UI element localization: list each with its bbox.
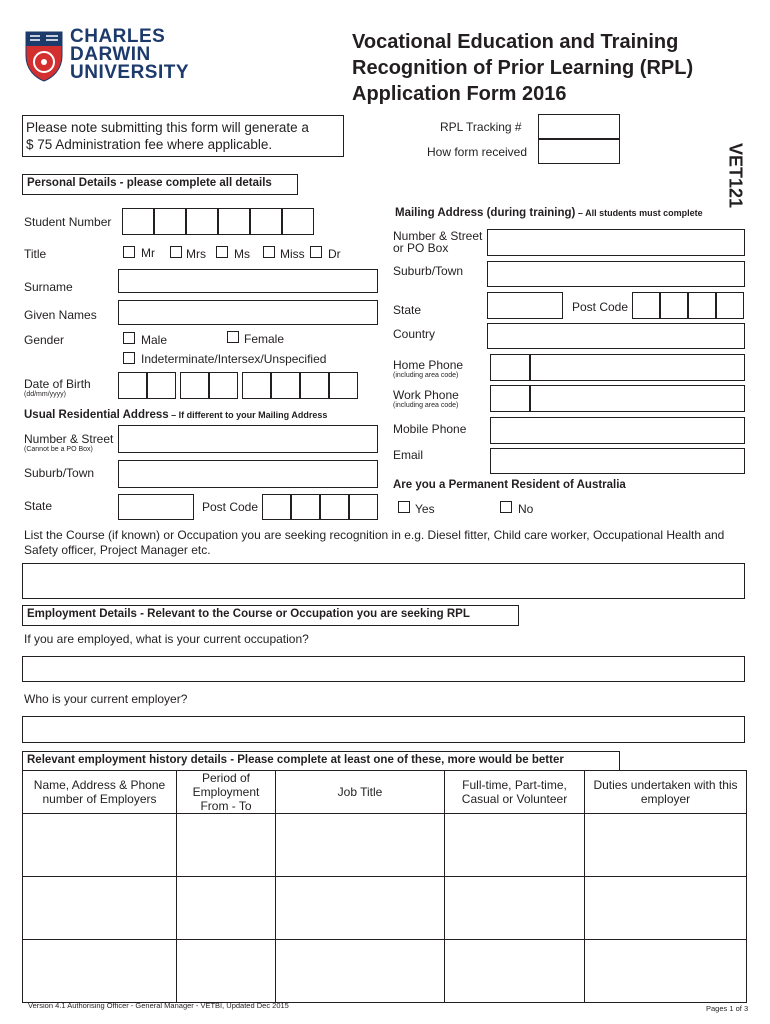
mobile-phone-input[interactable] [490, 417, 745, 444]
email-label: Email [393, 448, 424, 462]
history-cell[interactable] [585, 814, 747, 877]
history-col-type: Full-time, Part-time, Casual or Volunteer [445, 771, 585, 814]
given-names-input[interactable] [118, 300, 378, 325]
course-input[interactable] [22, 563, 745, 599]
dob-hint: (dd/mm/yyyy) [24, 391, 66, 398]
history-heading: Relevant employment history details - Please complete at least one of these, more would be better [22, 751, 620, 771]
form-title-line-2: Recognition of Prior Learning (RPL) [352, 57, 694, 79]
history-cell[interactable] [585, 877, 747, 940]
student-number-label: Student Number [24, 215, 112, 229]
title-miss-label: Miss [280, 247, 305, 261]
history-col-period: Period of Employment From - To [177, 771, 276, 814]
history-cell[interactable] [177, 814, 276, 877]
history-cell[interactable] [23, 940, 177, 1003]
course-prompt [24, 528, 724, 558]
rpl-tracking-input[interactable] [538, 114, 620, 139]
history-cell[interactable] [276, 814, 445, 877]
home-phone-area-input[interactable] [490, 354, 530, 381]
given-names-label: Given Names [24, 308, 97, 322]
title-ms-checkbox[interactable] [216, 246, 228, 258]
residency-yes-checkbox[interactable] [398, 501, 410, 513]
residency-no-label: No [518, 502, 534, 516]
title-mrs-checkbox[interactable] [170, 246, 182, 258]
fee-notice-line-1: Please note submitting this form will generate a [26, 120, 309, 135]
history-cell[interactable] [276, 877, 445, 940]
history-cell[interactable] [445, 940, 585, 1003]
mail-state-input[interactable] [487, 292, 563, 319]
history-cell[interactable] [276, 940, 445, 1003]
res-state-input[interactable] [118, 494, 194, 520]
mail-country-input[interactable] [487, 323, 745, 349]
cdu-shield-icon [24, 30, 64, 82]
residency-no-checkbox[interactable] [500, 501, 512, 513]
employment-heading: Employment Details - Relevant to the Course or Occupation you are seeking RPL [22, 605, 519, 626]
residency-yes-label: Yes [415, 502, 435, 516]
title-mrs-label: Mrs [186, 247, 206, 261]
history-cell[interactable] [445, 877, 585, 940]
history-col-job-title: Job Title [276, 771, 445, 814]
history-cell[interactable] [177, 877, 276, 940]
form-received-label: How form received [427, 145, 528, 159]
form-title [352, 29, 693, 107]
work-phone-area-input[interactable] [490, 385, 530, 412]
dob-label: Date of Birth [24, 377, 91, 391]
student-number-cells[interactable] [122, 208, 314, 235]
form-title-line-1: Vocational Education and Training [352, 31, 679, 53]
logo-line-1: CHARLES [70, 26, 166, 47]
course-prompt-line-1: List the Course (if known) or Occupation you are seeking recognition in e.g. Diesel fitter, Child care worker, Occupational Health and [24, 528, 725, 542]
gender-male-label: Male [141, 333, 168, 347]
mail-number-street-input[interactable] [487, 229, 745, 256]
title-mr-checkbox[interactable] [123, 246, 135, 258]
gender-female-checkbox[interactable] [227, 331, 239, 343]
mail-suburb-input[interactable] [487, 261, 745, 287]
work-phone-label: Work Phone [393, 388, 459, 402]
mobile-phone-label: Mobile Phone [393, 422, 467, 436]
form-title-line-3: Application Form 2016 [352, 83, 567, 105]
mailing-heading-main: Mailing Address (during training) [395, 207, 576, 219]
history-cell[interactable] [177, 940, 276, 1003]
work-phone-input[interactable] [530, 385, 745, 412]
mail-number-street-label [393, 230, 482, 254]
home-phone-hint: (including area code) [393, 372, 459, 379]
home-phone-label: Home Phone [393, 358, 464, 372]
cdu-logo [24, 28, 224, 88]
logo-line-2: DARWIN [70, 44, 151, 65]
title-dr-label: Dr [328, 247, 341, 261]
footer-pages: Pages 1 of 3 [706, 1004, 749, 1013]
title-miss-checkbox[interactable] [263, 246, 275, 258]
history-cell[interactable] [585, 940, 747, 1003]
work-phone-hint: (including area code) [393, 402, 459, 409]
gender-male-checkbox[interactable] [123, 332, 135, 344]
residential-heading-note: – If different to your Mailing Address [168, 410, 328, 420]
res-number-street-input[interactable] [118, 425, 378, 453]
res-state-label: State [24, 499, 53, 513]
course-prompt-line-2: Safety officer, Project Manager etc. [24, 543, 211, 557]
personal-details-heading: Personal Details - please complete all details [22, 174, 298, 195]
res-postcode-cells[interactable] [262, 494, 378, 520]
mail-suburb-label: Suburb/Town [393, 264, 464, 278]
employment-history-table [22, 770, 747, 1003]
table-row [23, 940, 747, 1003]
history-cell[interactable] [23, 877, 177, 940]
mailing-heading [395, 205, 703, 219]
mail-postcode-cells[interactable] [632, 292, 744, 319]
res-suburb-label: Suburb/Town [24, 466, 95, 480]
mailing-heading-note: – All students must complete [575, 208, 703, 218]
history-cell[interactable] [23, 814, 177, 877]
title-label: Title [24, 247, 47, 261]
gender-female-label: Female [244, 332, 285, 346]
gender-other-checkbox[interactable] [123, 352, 135, 364]
fee-notice [22, 115, 344, 157]
rpl-tracking-label: RPL Tracking # [440, 120, 522, 134]
gender-label: Gender [24, 333, 65, 347]
logo-line-3: UNIVERSITY [70, 62, 190, 83]
history-header-row [23, 771, 747, 814]
form-received-input[interactable] [538, 139, 620, 164]
title-dr-checkbox[interactable] [310, 246, 322, 258]
res-suburb-input[interactable] [118, 460, 378, 488]
res-number-street-hint: (Cannot be a PO Box) [24, 446, 93, 453]
title-mr-label: Mr [141, 246, 155, 260]
residency-question: Are you a Permanent Resident of Australia [393, 479, 626, 491]
table-row [23, 814, 747, 877]
email-input[interactable] [490, 448, 745, 474]
residential-heading-main: Usual Residential Address [24, 409, 169, 421]
mail-postcode-label: Post Code [572, 300, 629, 314]
residential-heading [24, 407, 327, 421]
occupation-input[interactable] [22, 656, 745, 682]
history-col-employer: Name, Address & Phone number of Employers [23, 771, 177, 814]
res-postcode-label: Post Code [202, 500, 259, 514]
mail-state-label: State [393, 303, 422, 317]
footer-version: Version 4.1 Authorising Officer - General Manager - VETBI, Updated Dec 2015 [28, 1001, 289, 1010]
mail-country-label: Country [393, 327, 436, 341]
table-row [23, 877, 747, 940]
employer-input[interactable] [22, 716, 745, 743]
occupation-question: If you are employed, what is your current occupation? [24, 632, 309, 646]
surname-input[interactable] [118, 269, 378, 293]
form-code: VET121 [725, 142, 746, 209]
history-cell[interactable] [445, 814, 585, 877]
mail-number-street-line-1: Number & Street [393, 229, 483, 243]
surname-label: Surname [24, 280, 73, 294]
res-number-street-label: Number & Street [24, 432, 114, 446]
fee-notice-line-2: $ 75 Administration fee where applicable. [26, 137, 273, 152]
home-phone-input[interactable] [530, 354, 745, 381]
employer-question: Who is your current employer? [24, 692, 188, 706]
history-col-duties: Duties undertaken with this employer [585, 771, 747, 814]
mail-number-street-line-2: or PO Box [393, 241, 449, 255]
gender-other-label: Indeterminate/Intersex/Unspecified [141, 352, 327, 366]
title-ms-label: Ms [234, 247, 250, 261]
